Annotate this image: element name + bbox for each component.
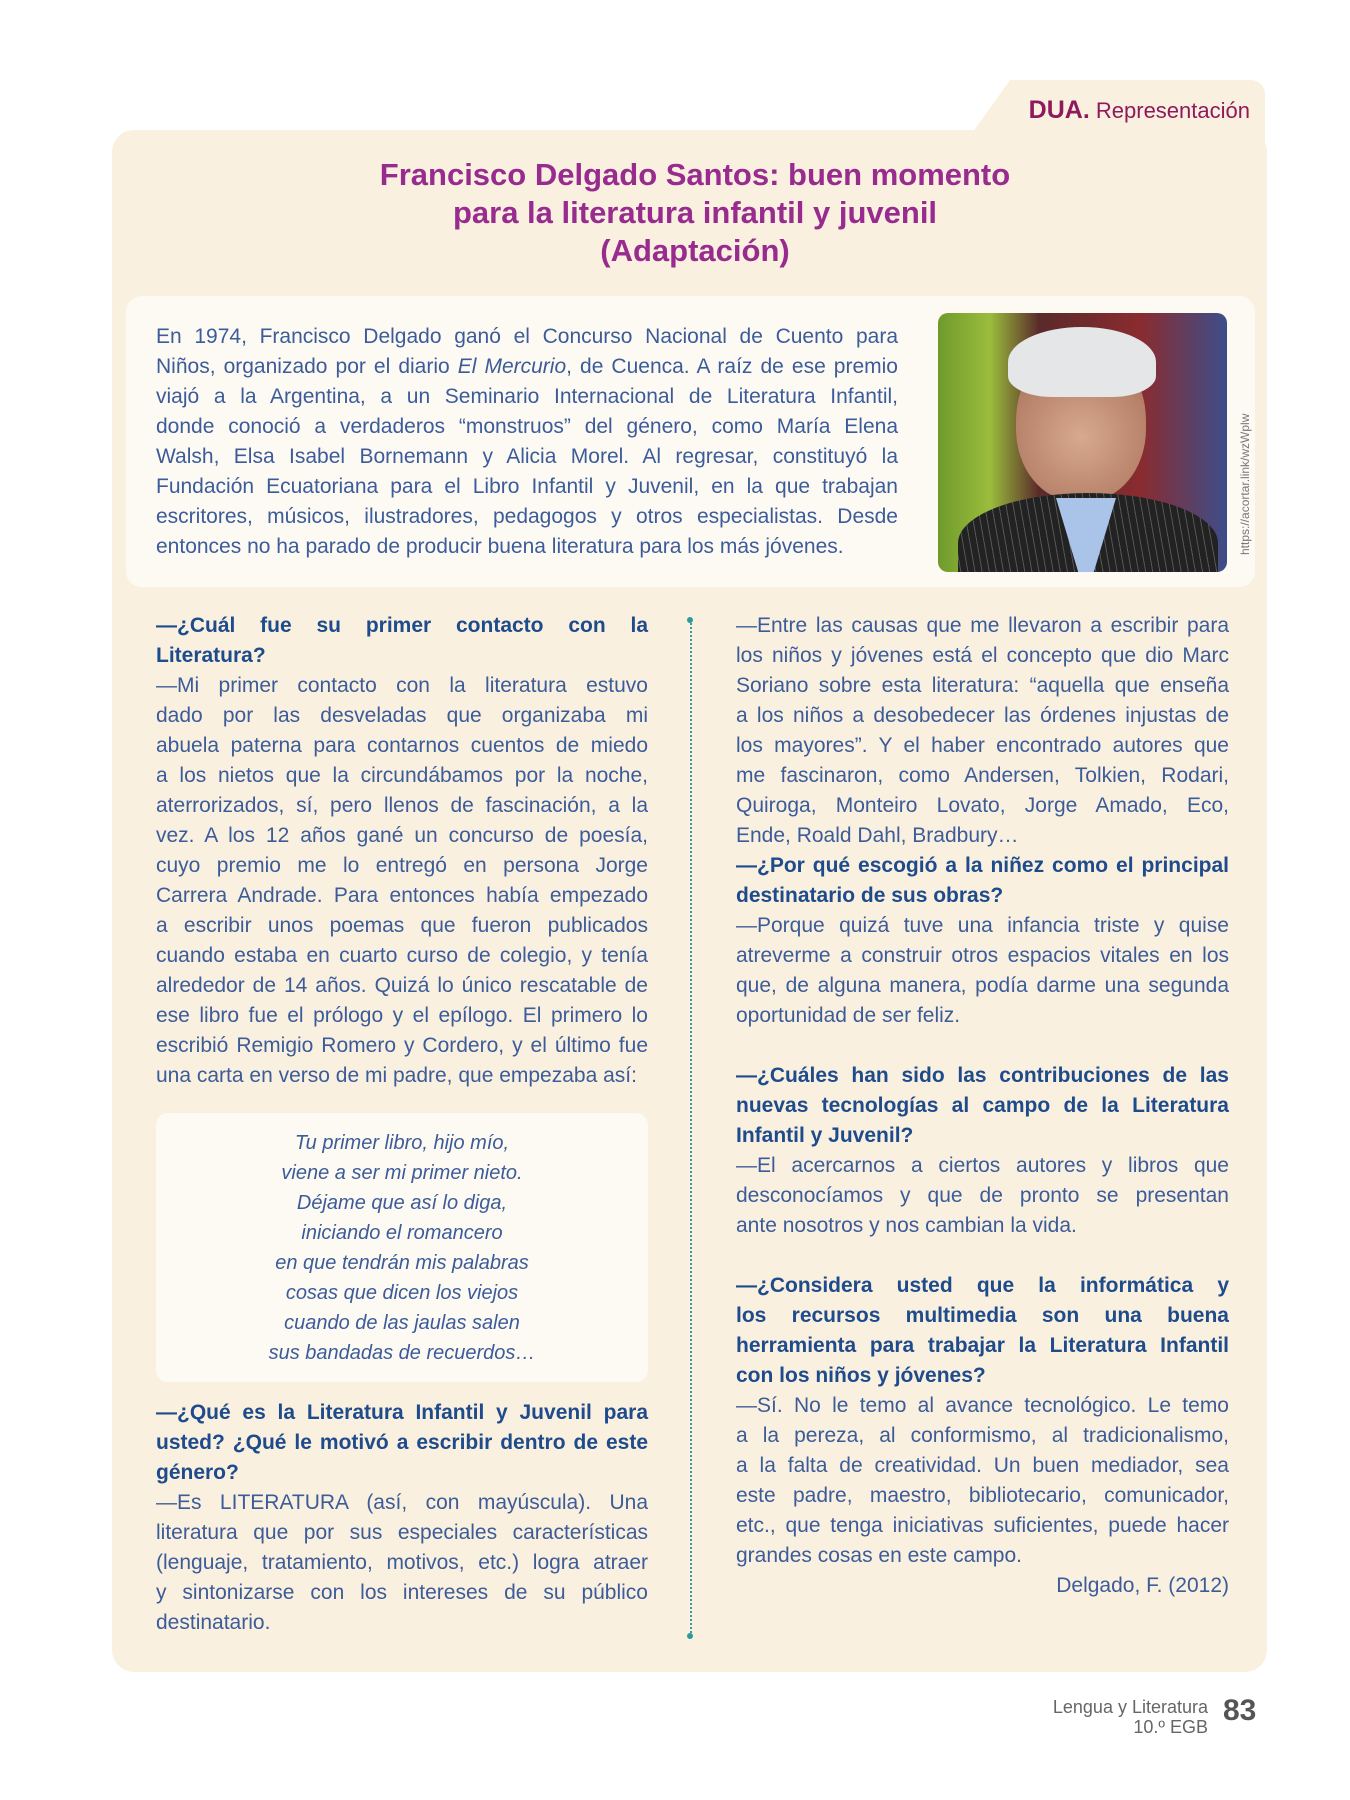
question-line: Infantil y Juvenil? xyxy=(736,1124,914,1147)
intro-line: entonces no ha parado de producir buena literatura para los más jóvenes. xyxy=(156,535,844,558)
answer-line: etc., que tenga iniciativas suficientes, puede hacer xyxy=(736,1514,1229,1537)
page-title xyxy=(200,156,1190,270)
answer-line: aterrorizados, sí, pero llenos de fascinación, a la xyxy=(156,794,648,817)
citation: Delgado, F. (2012) xyxy=(1056,1574,1229,1597)
answer-line: —Entre las causas que me llevaron a escribir para xyxy=(736,614,1229,637)
intro-line: Niños, organizado por el diario El Mercurio, de Cuenca. A raíz de ese premio xyxy=(156,355,898,378)
intro-line: donde conoció a verdaderos “monstruos” del género, como María Elena xyxy=(156,415,898,438)
left-column-bottom xyxy=(156,1398,648,1638)
answer-line: los niños y jóvenes está el concepto que dio Marc xyxy=(736,644,1229,667)
answer-line: que, de alguna manera, podía darme una segunda xyxy=(736,974,1229,997)
footer xyxy=(1053,1697,1208,1737)
question-line: con los niños y jóvenes? xyxy=(736,1364,986,1387)
question-line: —¿Qué es la Literatura Infantil y Juvenil para xyxy=(156,1401,648,1424)
poem-line: Tu primer libro, hijo mío, xyxy=(294,1132,510,1154)
poem-line: cuando de las jaulas salen xyxy=(284,1312,520,1334)
question-line: los recursos multimedia son una buena xyxy=(736,1304,1229,1327)
answer-line: dado por las desveladas que organizaba mi xyxy=(156,704,648,727)
answer-line: —Porque quizá tuve una infancia triste y quise xyxy=(736,914,1229,937)
answer-line: escribió Remigio Romero y Cordero, y el último fue xyxy=(156,1034,648,1057)
answer-line: este padre, maestro, bibliotecario, comunicador, xyxy=(736,1484,1229,1507)
question-line: Literatura? xyxy=(156,644,266,667)
poem-line: Déjame que así lo diga, xyxy=(296,1192,508,1214)
answer-line: —Mi primer contacto con la literatura estuvo xyxy=(156,674,648,697)
answer-line: los mayores”. Y el haber encontrado autores que xyxy=(736,734,1229,757)
poem-line: sus bandadas de recuerdos… xyxy=(268,1342,536,1364)
answer-line: grandes cosas en este campo. xyxy=(736,1544,1023,1567)
answer-line: vez. A los 12 años gané un concurso de poesía, xyxy=(156,824,648,847)
left-column-top xyxy=(156,611,648,1091)
author-photo xyxy=(938,313,1227,572)
answer-line: literatura que por sus especiales características xyxy=(156,1521,648,1544)
answer-line: y sintonizarse con los intereses de su público xyxy=(156,1581,648,1604)
question-line: destinatario de sus obras? xyxy=(736,884,1004,907)
answer-line: oportunidad de ser feliz. xyxy=(736,1004,961,1027)
poem-line: cosas que dicen los viejos xyxy=(285,1282,519,1304)
answer-line: ante nosotros y nos cambian la vida. xyxy=(736,1214,1077,1237)
answer-line: —El acercarnos a ciertos autores y libros que xyxy=(736,1154,1229,1177)
answer-line: Soriano sobre esta literatura: “aquella que enseña xyxy=(736,674,1229,697)
answer-line: abuela paterna para contarnos cuentos de miedo xyxy=(156,734,648,757)
intro-line: En 1974, Francisco Delgado ganó el Concurso Nacional de Cuento para xyxy=(156,325,898,348)
answer-line: Ende, Roald Dahl, Bradbury… xyxy=(736,824,1019,847)
column-divider xyxy=(690,620,692,1636)
divider-dot xyxy=(687,1633,693,1639)
title-line: Francisco Delgado Santos: buen momento xyxy=(379,157,1011,192)
right-column xyxy=(736,611,1229,1601)
answer-line: a la pereza, al conformismo, al tradicionalismo, xyxy=(736,1424,1229,1447)
intro-text xyxy=(156,322,898,562)
divider-dot xyxy=(687,617,693,623)
question-line: nuevas tecnologías al campo de la Literatura xyxy=(736,1094,1229,1117)
answer-line: —Es LITERATURA (así, con mayúscula). Una xyxy=(156,1491,648,1514)
question-line: —¿Cuál fue su primer contacto con la xyxy=(156,614,648,637)
answer-line: ese libro fue el prólogo y el epílogo. El primero lo xyxy=(156,1004,648,1027)
question-line: —¿Cuáles han sido las contribuciones de las xyxy=(736,1064,1229,1087)
section-label xyxy=(1029,96,1250,125)
answer-line: me fascinaron, como Andersen, Tolkien, Rodari, xyxy=(736,764,1229,787)
answer-line: cuando estaba en cuarto curso de colegio, y tenía xyxy=(156,944,648,967)
answer-line: —Sí. No le temo al avance tecnológico. Le temo xyxy=(736,1394,1229,1417)
question-line: género? xyxy=(156,1461,239,1484)
grade-label: 10.º EGB xyxy=(1133,1717,1208,1737)
answer-line: una carta en verso de mi padre, que empezaba así: xyxy=(156,1064,637,1087)
spacer xyxy=(736,1241,1229,1271)
answer-line: destinatario. xyxy=(156,1611,271,1634)
answer-line: alrededor de 14 años. Quizá lo único rescatable de xyxy=(156,974,648,997)
poem-line: en que tendrán mis palabras xyxy=(275,1252,529,1274)
answer-line: desconocíamos y que de pronto se presentan xyxy=(736,1184,1229,1207)
photo-credit: https://acortar.link/wzWplw xyxy=(1238,413,1252,555)
answer-line: Carrera Andrade. Para entonces había empezado xyxy=(156,884,648,907)
question-line: usted? ¿Qué le motivó a escribir dentro de este xyxy=(156,1431,648,1454)
title-line: para la literatura infantil y juvenil xyxy=(452,195,938,230)
spacer xyxy=(736,1031,1229,1061)
question-line: herramienta para trabajar la Literatura Infantil xyxy=(736,1334,1229,1357)
answer-line: a la falta de creatividad. Un buen mediador, sea xyxy=(736,1454,1229,1477)
answer-line: a escribir unos poemas que fueron publicados xyxy=(156,914,648,937)
answer-line: atreverme a construir otros espacios vitales en los xyxy=(736,944,1229,967)
poem-line: viene a ser mi primer nieto. xyxy=(281,1162,523,1184)
answer-line: (lenguaje, tratamiento, motivos, etc.) logra atraer xyxy=(156,1551,648,1574)
intro-line: viajó a la Argentina, a un Seminario Internacional de Literatura Infantil, xyxy=(156,385,898,408)
page-number: 83 xyxy=(1223,1694,1257,1727)
category-label: Representación xyxy=(1095,98,1250,123)
intro-line: Walsh, Elsa Isabel Bornemann y Alicia Morel. Al regresar, constituyó la xyxy=(156,445,898,468)
answer-line: Quiroga, Monteiro Lovato, Jorge Amado, Eco, xyxy=(736,794,1229,817)
subject-label: Lengua y Literatura xyxy=(1052,1697,1208,1717)
answer-line: cuyo premio me lo entregó en persona Jorge xyxy=(156,854,648,877)
question-line: —¿Por qué escogió a la niñez como el principal xyxy=(736,854,1229,877)
intro-line: Fundación Ecuatoriana para el Libro Infantil y Juvenil, en la que trabajan xyxy=(156,475,898,498)
poem-text xyxy=(156,1128,648,1368)
answer-line: a los nietos que la circundábamos por la noche, xyxy=(156,764,648,787)
answer-line: a los niños a desobedecer las órdenes injustas de xyxy=(736,704,1229,727)
question-line: —¿Considera usted que la informática y xyxy=(736,1274,1229,1297)
intro-line: escritores, músicos, ilustradores, pedagogos y otros especialistas. Desde xyxy=(156,505,898,528)
title-line: (Adaptación) xyxy=(600,233,790,268)
dua-label: DUA. xyxy=(1028,96,1090,124)
poem-line: iniciando el romancero xyxy=(301,1222,503,1244)
